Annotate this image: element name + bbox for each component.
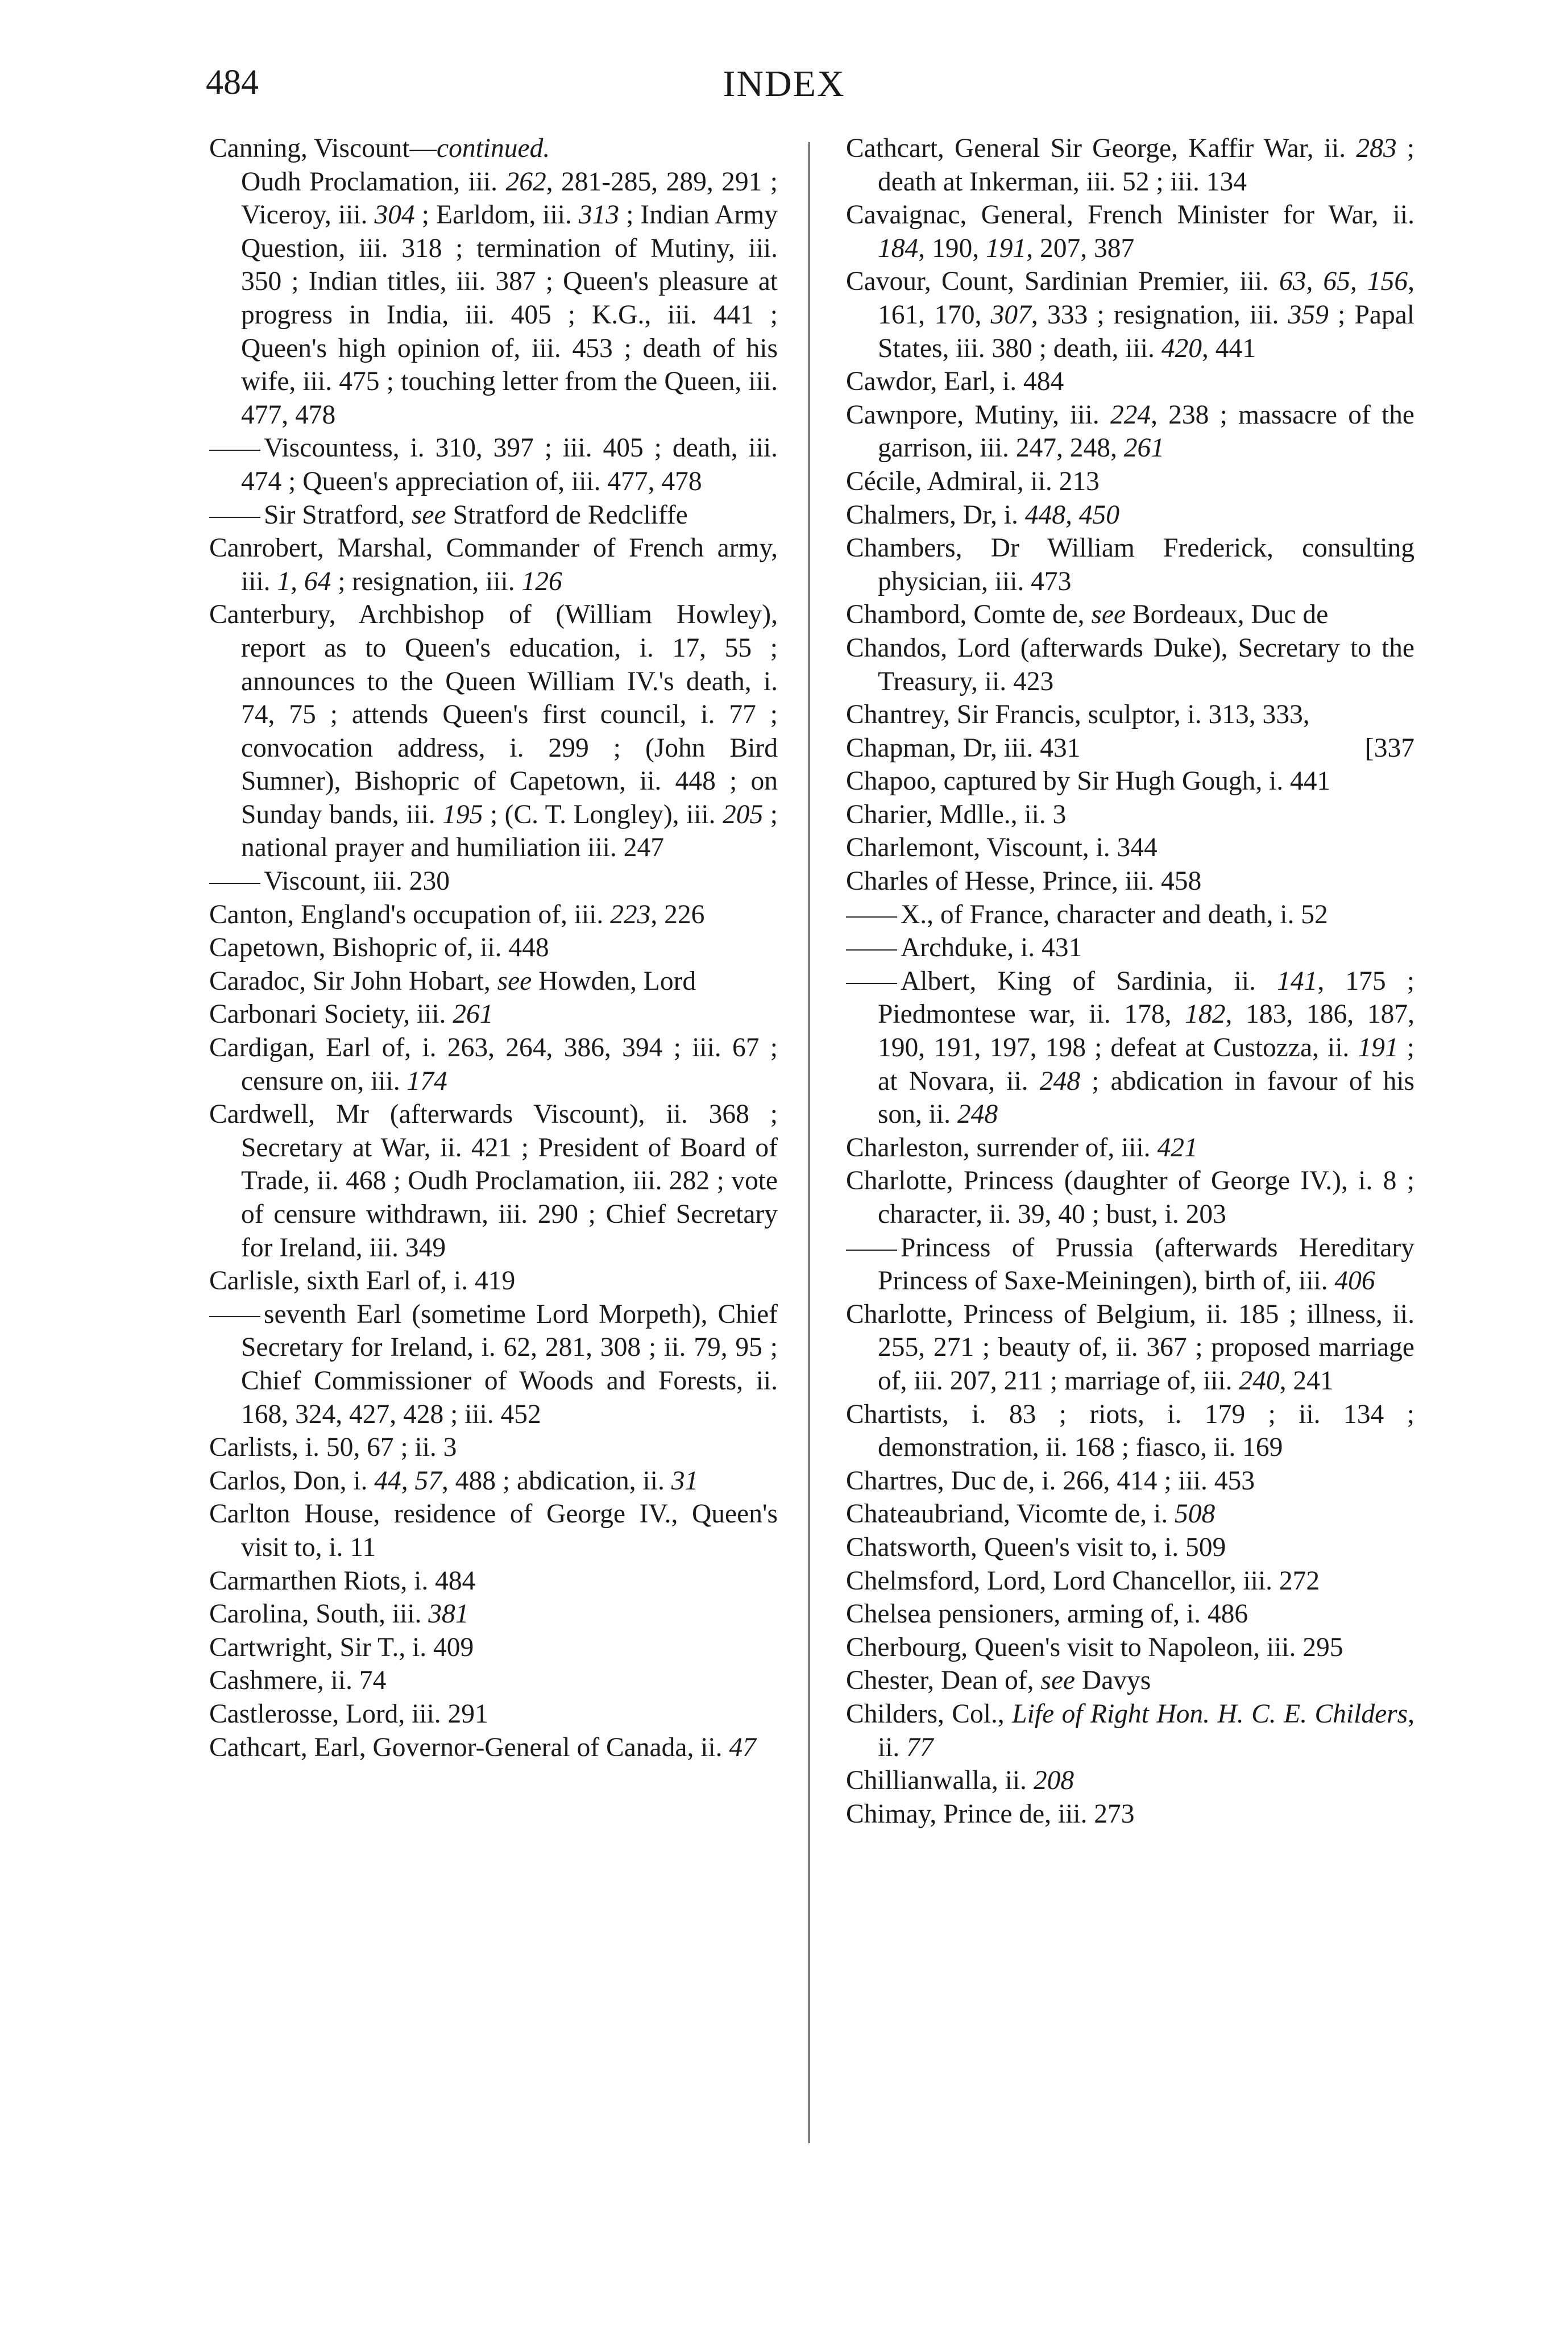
italic-reference: 31 (671, 1466, 699, 1496)
index-entry (846, 132, 1414, 198)
entry-text: , 207, 387 (1026, 233, 1135, 263)
index-entry (846, 831, 1414, 865)
entry-text: Cathcart, General Sir George, Kaffir War, ii. (846, 134, 1357, 163)
entry-text: Cartwright, Sir T., i. 409 (209, 1632, 474, 1662)
index-entry (846, 798, 1414, 832)
index-column-left (209, 132, 778, 1764)
italic-reference: see (411, 500, 446, 530)
index-entry (846, 198, 1414, 265)
entry-text: Carlos, Don, i. (209, 1466, 375, 1496)
index-entry (846, 1131, 1414, 1165)
entry-text: Davys (1075, 1666, 1151, 1696)
index-entry (209, 1298, 778, 1431)
entry-text: seventh Earl (sometime Lord Morpeth), Chief Secretary for Ireland, i. 62, 281, 308 ; ii. 79, 95 ; Chief Commissioner of Woods and Forests, ii. 168, 324, 427, 428 ; iii. 452 (241, 1299, 778, 1429)
entry-text: , 175 ; Piedmontese war, ii. 178, (878, 966, 1414, 1030)
entry-text: ; national prayer and humiliation iii. 247 (241, 799, 778, 863)
entry-text: Cathcart, Earl, Governor-General of Canada, ii. (209, 1732, 729, 1762)
entry-text: Caradoc, Sir John Hobart, (209, 966, 497, 996)
italic-reference: 44, 57 (374, 1466, 442, 1496)
entry-text: , 238 ; massacre of the garrison, iii. 247, 248, (878, 400, 1414, 463)
italic-reference: 283 (1356, 134, 1397, 163)
entry-text: ; Papal States, iii. 380 ; death, iii. (878, 300, 1414, 363)
index-entry (209, 1098, 778, 1264)
entry-text: ; death at Inkerman, iii. 52 ; iii. 134 (878, 134, 1415, 197)
index-entry (209, 431, 778, 498)
entry-text: Castlerosse, Lord, iii. 291 (209, 1699, 488, 1729)
index-entry (846, 931, 1414, 965)
italic-reference: Life of Right Hon. H. C. E. Childers (1012, 1699, 1408, 1729)
column-divider (808, 142, 810, 2143)
index-entry (209, 598, 778, 865)
index-entry (846, 365, 1414, 399)
entry-text: ; Indian Army Question, iii. 318 ; termination of Mutiny, iii. 350 ; Indian titles, iii. 387 ; Queen's pleasure at progress in India, iii. 405 ; K.G., iii. 441 ; Queen's high opinion of, iii. 453 ; death of his wife, iii. 475 ; touching letter from the Queen, iii. 477, 478 (241, 200, 778, 430)
index-entry (846, 465, 1414, 499)
entry-text: Capetown, Bishopric of, ii. 448 (209, 933, 549, 963)
entry-text: Cashmere, ii. 74 (209, 1666, 387, 1696)
italic-reference: 126 (521, 566, 562, 596)
entry-text: Chatsworth, Queen's visit to, i. 509 (846, 1532, 1226, 1562)
entry-text: Chillianwalla, ii. (846, 1766, 1034, 1796)
entry-text: Charlotte, Princess (daughter of George IV.), i. 8 ; character, ii. 39, 40 ; bust, i. 203 (846, 1166, 1414, 1229)
entry-text: , 281-285, 289, 291 ; Viceroy, iii. (241, 167, 778, 230)
entry-text: , 183, 186, 187, 190, 191, 197, 198 ; defeat at Custozza, ii. (878, 999, 1415, 1063)
entry-text: Chimay, Prince de, iii. 273 (846, 1799, 1135, 1829)
entry-text: Chelmsford, Lord, Lord Chancellor, iii. 272 (846, 1566, 1320, 1596)
index-entry (209, 1565, 778, 1598)
entry-text: Canning, Viscount— (209, 134, 437, 163)
italic-reference: 205 (723, 799, 764, 829)
index-entry (209, 1264, 778, 1298)
index-entry (846, 499, 1414, 532)
index-entry (846, 399, 1414, 465)
entry-text: Chartists, i. 83 ; riots, i. 179 ; ii. 134 ; demonstration, ii. 168 ; fiasco, ii. 169 (846, 1399, 1414, 1463)
italic-reference: see (1040, 1666, 1076, 1696)
index-entry (846, 1231, 1414, 1298)
entry-text: Canton, England's occupation of, iii. (209, 899, 611, 929)
entry-text: Stratford de Redcliffe (446, 500, 688, 530)
index-entry (846, 865, 1414, 898)
entry-text: Chateaubriand, Vicomte de, i. (846, 1499, 1175, 1529)
index-entry (846, 965, 1414, 1131)
index-entry (846, 1531, 1414, 1565)
index-entry (846, 1565, 1414, 1598)
entry-text: Chandos, Lord (afterwards Duke), Secretary to the Treasury, ii. 423 (846, 633, 1414, 696)
italic-reference: 448, 450 (1024, 500, 1119, 530)
index-entry (846, 1597, 1414, 1631)
entry-text: ; abdication in favour of his son, ii. (878, 1066, 1415, 1130)
entry-text: Chambord, Comte de, (846, 600, 1092, 630)
entry-text: X., of France, character and death, i. 52 (901, 899, 1328, 929)
entry-text: Carolina, South, iii. (209, 1599, 429, 1629)
entry-text: ; at Novara, ii. (878, 1033, 1415, 1096)
index-entry (209, 1631, 778, 1665)
entry-text: Princess of Prussia (afterwards Hereditary Princess of Saxe-Meiningen), birth of, iii. (878, 1233, 1414, 1296)
index-entry (209, 998, 778, 1031)
entry-text: Charlotte, Princess of Belgium, ii. 185 ; illness, ii. 255, 271 ; beauty of, ii. 367 ; proposed marriage of, iii. 207, 211 ; marriage of, iii. (846, 1299, 1414, 1396)
italic-reference: 248 (1039, 1066, 1080, 1096)
ditto-dash (846, 983, 897, 984)
entry-text: Charleston, surrender of, iii. (846, 1132, 1158, 1163)
index-entry (209, 132, 778, 165)
italic-reference: 1, 64 (277, 566, 331, 596)
entry-text: , 441 (1201, 333, 1256, 363)
index-entry (846, 1631, 1414, 1665)
entry-text: Sir Stratford, (264, 500, 412, 530)
italic-reference: 182 (1185, 999, 1226, 1030)
italic-reference: 261 (453, 999, 493, 1030)
ditto-dash (209, 450, 260, 451)
index-entry (209, 165, 778, 432)
italic-reference: 359 (1288, 300, 1329, 330)
index-entry (846, 1798, 1414, 1831)
entry-text: Oudh Proclamation, iii. (241, 167, 506, 197)
italic-reference: 420 (1161, 333, 1202, 363)
entry-text: Cavaignac, General, French Minister for War, ii. (846, 200, 1414, 230)
entry-text: , 226 (650, 899, 705, 929)
index-entry (846, 598, 1414, 632)
entry-text: Chambers, Dr William Frederick, consulting physician, iii. 473 (846, 533, 1414, 596)
index-entry (846, 1764, 1414, 1798)
entry-text: Carbonari Society, iii. (209, 999, 453, 1030)
entry-text: Chartres, Duc de, i. 266, 414 ; iii. 453 (846, 1466, 1255, 1496)
entry-text: Viscountess, i. 310, 397 ; iii. 405 ; death, iii. 474 ; Queen's appreciation of, iii. 477, 478 (241, 433, 778, 496)
index-entry (209, 1597, 778, 1631)
entry-text: Cavour, Count, Sardinian Premier, iii. (846, 267, 1279, 297)
entry-text: , 333 ; resignation, iii. (1031, 300, 1288, 330)
italic-reference: 307 (990, 300, 1031, 330)
entry-text: Chantrey, Sir Francis, sculptor, i. 313, 333, (846, 700, 1310, 730)
entry-text: Cardwell, Mr (afterwards Viscount), ii. 368 ; Secretary at War, ii. 421 ; President of Board of Trade, ii. 468 ; Oudh Proclamation, iii. 282 ; vote of censure withdrawn, iii. 290 ; Chief Secretary for Ireland, iii. 349 (209, 1099, 778, 1263)
entry-text: Chelsea pensioners, arming of, i. 486 (846, 1599, 1248, 1629)
index-entry (209, 965, 778, 998)
index-entry (846, 732, 1414, 765)
page-number: 484 (206, 63, 259, 102)
entry-text: Bordeaux, Duc de (1126, 600, 1329, 630)
entry-text: Carlisle, sixth Earl of, i. 419 (209, 1266, 516, 1296)
index-entry (846, 1698, 1414, 1764)
index-entry (209, 898, 778, 932)
italic-reference: 248 (957, 1099, 998, 1130)
index-entry (209, 1031, 778, 1098)
index-entry (846, 1664, 1414, 1698)
index-entry (209, 532, 778, 598)
index-entry (209, 931, 778, 965)
entry-text: Cécile, Admiral, ii. 213 (846, 466, 1100, 496)
ditto-dash (846, 916, 897, 918)
italic-reference: 240 (1239, 1366, 1280, 1396)
entry-text: Chalmers, Dr, i. (846, 500, 1025, 530)
ditto-dash (209, 517, 260, 518)
italic-reference: continued. (437, 134, 550, 163)
index-entry (846, 898, 1414, 932)
italic-reference: see (497, 966, 532, 996)
italic-reference: 421 (1157, 1132, 1198, 1163)
italic-reference: 77 (906, 1732, 934, 1762)
index-entry (846, 1164, 1414, 1231)
italic-reference: see (1091, 600, 1126, 630)
entry-text: Charles of Hesse, Prince, iii. 458 (846, 866, 1202, 897)
index-entry (846, 1497, 1414, 1531)
index-entry (846, 265, 1414, 365)
italic-reference: 313 (578, 200, 620, 230)
entry-text: , 161, 170, (878, 267, 1414, 330)
italic-reference: 208 (1033, 1766, 1075, 1796)
entry-text: Albert, King of Sardinia, ii. (901, 966, 1277, 996)
italic-reference: 224 (1110, 400, 1151, 430)
entry-text: Carlton House, residence of George IV., Queen's visit to, i. 11 (209, 1499, 778, 1562)
index-entry (846, 1298, 1414, 1398)
entry-text: Childers, Col., (846, 1699, 1013, 1729)
page-title: INDEX (723, 63, 845, 105)
italic-reference: 191 (1358, 1033, 1399, 1063)
italic-reference: 406 (1334, 1266, 1375, 1296)
ditto-dash (846, 1250, 897, 1251)
entry-text: Viscount, iii. 230 (264, 866, 450, 897)
index-entry (209, 1464, 778, 1498)
entry-text: Chapman, Dr, iii. 431 (846, 733, 1081, 763)
index-entry (846, 1464, 1414, 1498)
entry-text: Canrobert, Marshal, Commander of French army, iii. (209, 533, 778, 596)
entry-text: Chapoo, captured by Sir Hugh Gough, i. 441 (846, 766, 1331, 796)
italic-reference: 508 (1174, 1499, 1216, 1529)
entry-text: Charlemont, Viscount, i. 344 (846, 833, 1158, 863)
italic-reference: 262 (505, 167, 546, 197)
entry-text: , ii. (878, 1699, 1414, 1762)
entry-text: ; Earldom, iii. (414, 200, 579, 230)
index-entry (846, 1398, 1414, 1464)
entry-text: Carmarthen Riots, i. 484 (209, 1566, 476, 1596)
entry-text: Carlists, i. 50, 67 ; ii. 3 (209, 1433, 457, 1463)
italic-reference: 47 (729, 1732, 756, 1762)
index-entry (846, 765, 1414, 798)
index-entry (209, 1731, 778, 1765)
index-entry (846, 532, 1414, 598)
index-entry (209, 1497, 778, 1564)
italic-reference: 195 (442, 799, 483, 829)
entry-text: Archduke, i. 431 (901, 933, 1082, 963)
italic-reference: 261 (1123, 433, 1164, 463)
ditto-dash (209, 1316, 260, 1317)
entry-text: ; (C. T. Longley), iii. (483, 799, 723, 829)
index-entry (209, 499, 778, 532)
italic-reference: 304 (374, 200, 415, 230)
ditto-dash (846, 949, 897, 951)
index-entry (209, 1431, 778, 1464)
entry-text: Chester, Dean of, (846, 1666, 1041, 1696)
italic-reference: 223 (610, 899, 651, 929)
italic-reference: 191 (986, 233, 1027, 263)
carryover-bracket: [337 (1364, 733, 1414, 763)
entry-text: Cardigan, Earl of, i. 263, 264, 386, 394 ; iii. 67 ; censure on, iii. (209, 1033, 778, 1096)
entry-text: Cawdor, Earl, i. 484 (846, 367, 1064, 397)
entry-text: , 241 (1279, 1366, 1334, 1396)
index-column-right (846, 132, 1414, 1831)
index-entry (846, 632, 1414, 698)
index-entry (846, 698, 1414, 732)
entry-text: ; resignation, iii. (331, 566, 522, 596)
entry-text: Cawnpore, Mutiny, iii. (846, 400, 1110, 430)
italic-reference: 381 (428, 1599, 469, 1629)
entry-text: Howden, Lord (532, 966, 696, 996)
entry-text: , 488 ; abdication, ii. (442, 1466, 671, 1496)
italic-reference: 141 (1277, 966, 1318, 996)
index-entry (209, 865, 778, 898)
italic-reference: 63, 65, 156 (1279, 267, 1408, 297)
italic-reference: 174 (406, 1066, 447, 1096)
entry-text: Cherbourg, Queen's visit to Napoleon, iii. 295 (846, 1632, 1343, 1662)
entry-text: Charier, Mdlle., ii. 3 (846, 799, 1067, 829)
entry-text: Canterbury, Archbishop of (William Howley), report as to Queen's education, i. 17, 55 ; announces to the Queen William IV.'s death, i. 74, 75 ; attends Queen's first council, i. 77 ; convocation address, i. 299 ; (John Bird Sumner), Bishopric of Capetown, ii. 448 ; on Sunday bands, iii. (209, 600, 778, 829)
index-entry (209, 1698, 778, 1731)
index-entry (209, 1664, 778, 1698)
entry-text: , 190, (918, 233, 986, 263)
italic-reference: 184 (878, 233, 919, 263)
ditto-dash (209, 883, 260, 884)
